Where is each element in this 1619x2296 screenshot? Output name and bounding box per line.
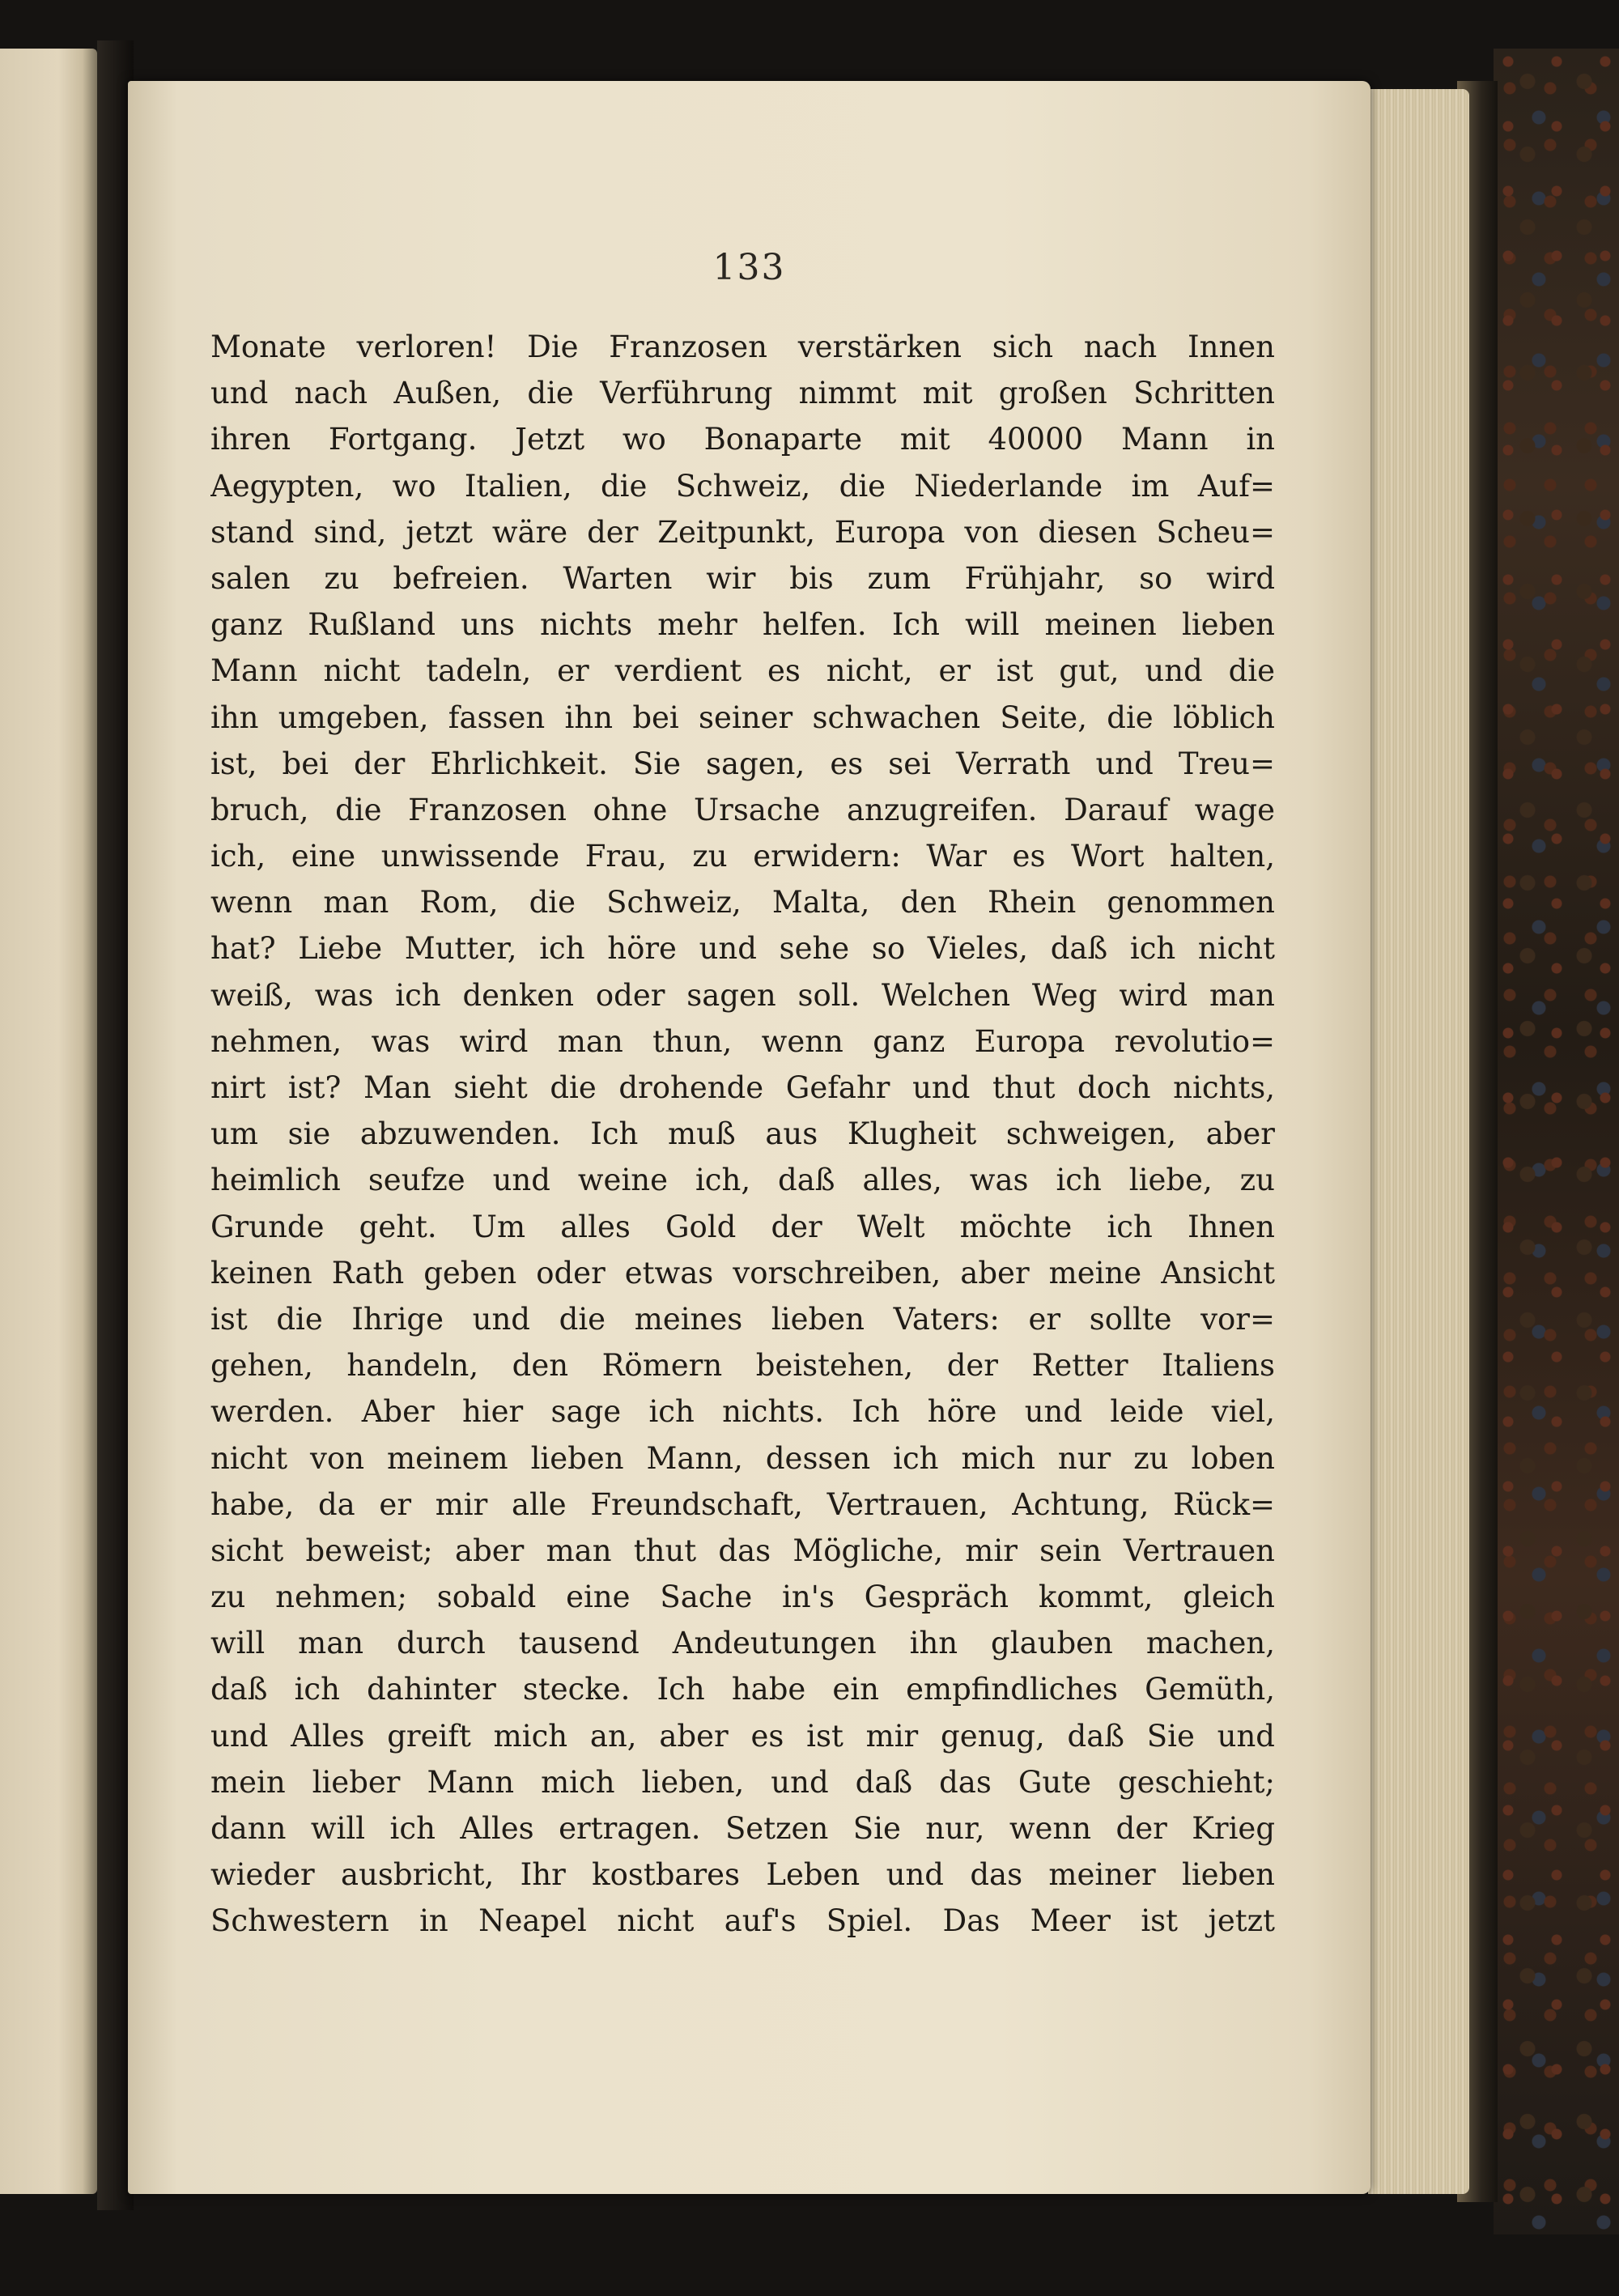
text-line: Mann nicht tadeln, er verdient es nicht, er ist gut, und die bbox=[210, 653, 1275, 689]
text-line: nehmen, was wird man thun, wenn ganz Europa revolutio= bbox=[210, 1023, 1275, 1059]
text-line: und nach Außen, die Verführung nimmt mit großen Schritten bbox=[210, 376, 1275, 411]
marbled-cover bbox=[1494, 49, 1619, 2234]
text-line: ist die Ihrige und die meines lieben Vaters: er sollte vor= bbox=[210, 1301, 1275, 1337]
text-line: keinen Rath geben oder etwas vorschreiben, aber meine Ansicht bbox=[210, 1255, 1275, 1290]
text-line: und Alles greift mich an, aber es ist mir genug, daß Sie und bbox=[210, 1718, 1275, 1754]
text-line: werden. Aber hier sage ich nichts. Ich höre und leide viel, bbox=[210, 1394, 1275, 1430]
text-line: Aegypten, wo Italien, die Schweiz, die Niederlande im Auf= bbox=[210, 468, 1275, 504]
text-line: daß ich dahinter stecke. Ich habe ein empfindliches Gemüth, bbox=[210, 1672, 1275, 1707]
text-line: Grunde geht. Um alles Gold der Welt möchte ich Ihnen bbox=[210, 1209, 1275, 1244]
text-line: zu nehmen; sobald eine Sache in's Gespräch kommt, gleich bbox=[210, 1580, 1275, 1615]
text-line: habe, da er mir alle Freundschaft, Vertrauen, Achtung, Rück= bbox=[210, 1486, 1275, 1522]
text-line: heimlich seufze und weine ich, daß alles, was ich liebe, zu bbox=[210, 1163, 1275, 1198]
text-line: ihren Fortgang. Jetzt wo Bonaparte mit 40000 Mann in bbox=[210, 422, 1275, 457]
text-line: mein lieber Mann mich lieben, und daß das Gute geschieht; bbox=[210, 1764, 1275, 1800]
text-line: sicht beweist; aber man thut das Mögliche, mir sein Vertrauen bbox=[210, 1533, 1275, 1568]
text-line: Schwestern in Neapel nicht auf's Spiel. Das Meer ist jetzt bbox=[210, 1903, 1275, 1939]
text-line: gehen, handeln, den Römern beistehen, der Retter Italiens bbox=[210, 1348, 1275, 1384]
text-line: bruch, die Franzosen ohne Ursache anzugreifen. Darauf wage bbox=[210, 792, 1275, 827]
text-line: dann will ich Alles ertragen. Setzen Sie nur, wenn der Krieg bbox=[210, 1811, 1275, 1846]
text-line: ist, bei der Ehrlichkeit. Sie sagen, es sei Verrath und Treu= bbox=[210, 746, 1275, 781]
page-number: 133 bbox=[712, 247, 786, 288]
text-line: ihn umgeben, fassen ihn bei seiner schwachen Seite, die löblich bbox=[210, 699, 1275, 735]
text-line: nicht von meinem lieben Mann, dessen ich mich nur zu loben bbox=[210, 1440, 1275, 1476]
text-line: weiß, was ich denken oder sagen soll. Welchen Weg wird man bbox=[210, 977, 1275, 1013]
text-line: will man durch tausend Andeutungen ihn glauben machen, bbox=[210, 1626, 1275, 1661]
left-facing-page bbox=[0, 49, 97, 2194]
body-text bbox=[210, 324, 1275, 1945]
text-line: wieder ausbricht, Ihr kostbares Leben und das meiner lieben bbox=[210, 1857, 1275, 1893]
text-line: nirt ist? Man sieht die drohende Gefahr und thut doch nichts, bbox=[210, 1070, 1275, 1105]
text-line: stand sind, jetzt wäre der Zeitpunkt, Europa von diesen Scheu= bbox=[210, 514, 1275, 550]
text-line: Monate verloren! Die Franzosen verstärken sich nach Innen bbox=[210, 330, 1275, 364]
text-line: ich, eine unwissende Frau, zu erwidern: War es Wort halten, bbox=[210, 839, 1275, 874]
text-line: ganz Rußland uns nichts mehr helfen. Ich will meinen lieben bbox=[210, 607, 1275, 643]
book-page bbox=[128, 81, 1370, 2194]
text-line: hat? Liebe Mutter, ich höre und sehe so Vieles, daß ich nicht bbox=[210, 931, 1275, 967]
text-line: wenn man Rom, die Schweiz, Malta, den Rhein genommen bbox=[210, 885, 1275, 921]
text-line: um sie abzuwenden. Ich muß aus Klugheit schweigen, aber bbox=[210, 1116, 1275, 1152]
text-line: salen zu befreien. Warten wir bis zum Frühjahr, so wird bbox=[210, 560, 1275, 596]
page-edges bbox=[1368, 89, 1469, 2194]
